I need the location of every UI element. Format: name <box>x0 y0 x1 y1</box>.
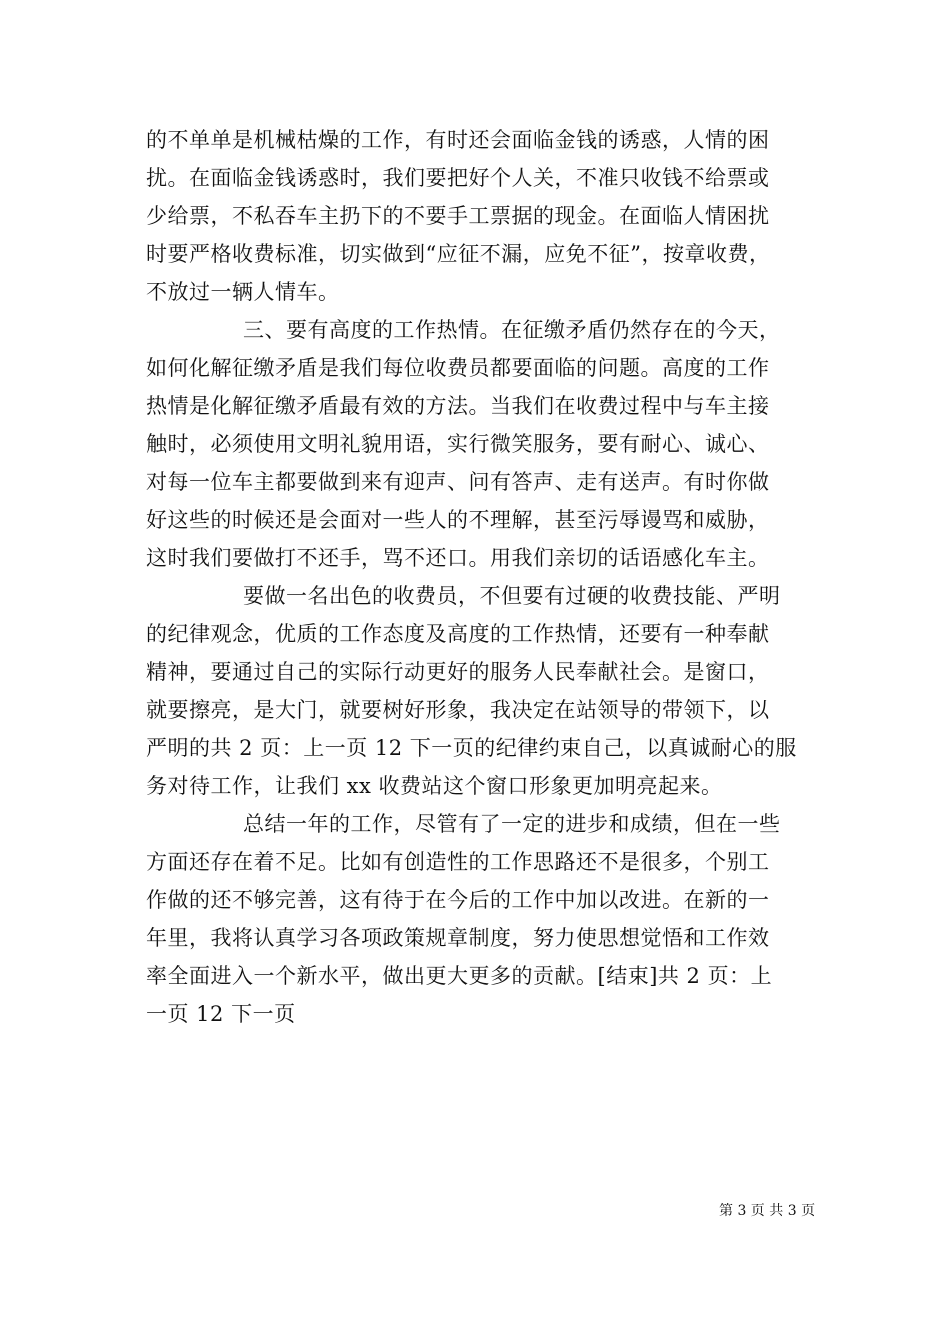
text-line: 扰。在面临金钱诱惑时，我们要把好个人关，不准只收钱不给票或 <box>146 166 770 190</box>
text-line: 好这些的时候还是会面对一些人的不理解，甚至污辱谩骂和威胁， <box>146 508 770 532</box>
text-line: 不放过一辆人情车。 <box>146 280 340 304</box>
text-line: 对每一位车主都要做到来有迎声、问有答声、走有送声。有时你做 <box>146 470 770 494</box>
text-line: 如何化解征缴矛盾是我们每位收费员都要面临的问题。高度的工作 <box>146 356 770 380</box>
text-line: 少给票，不私吞车主扔下的不要手工票据的现金。在面临人情困扰 <box>146 204 770 228</box>
text-line: 热情是化解征缴矛盾最有效的方法。当我们在收费过程中与车主接 <box>146 394 770 418</box>
text-line: 触时，必须使用文明礼貌用语，实行微笑服务，要有耐心、诚心、 <box>146 432 770 456</box>
text-line: 这时我们要做打不还手，骂不还口。用我们亲切的话语感化车主。 <box>146 546 770 570</box>
text-line: 一页 12 下一页 <box>146 1002 296 1026</box>
text-line: 年里，我将认真学习各项政策规章制度，努力使思想觉悟和工作效 <box>146 926 770 950</box>
text-line: 就要擦亮，是大门，就要树好形象，我决定在站领导的带领下，以 <box>146 698 770 722</box>
text-line: 方面还存在着不足。比如有创造性的工作思路还不是很多，个别工 <box>146 850 770 874</box>
page-number-footer: 第 3 页 共 3 页 <box>719 1203 816 1219</box>
text-line: 务对待工作，让我们 xx 收费站这个窗口形象更加明亮起来。 <box>146 774 723 798</box>
paragraph-start-line: 三、要有高度的工作热情。在征缴矛盾仍然存在的今天， <box>243 318 781 342</box>
text-line: 的纪律观念，优质的工作态度及高度的工作热情，还要有一种奉献 <box>146 622 770 646</box>
text-line: 率全面进入一个新水平，做出更大更多的贡献。[结束]共 2 页：上 <box>146 964 773 988</box>
paragraph-start-line: 总结一年的工作，尽管有了一定的进步和成绩，但在一些 <box>243 812 781 836</box>
text-line: 精神，要通过自己的实际行动更好的服务人民奉献社会。是窗口， <box>146 660 770 684</box>
text-line: 作做的还不够完善，这有待于在今后的工作中加以改进。在新的一 <box>146 888 770 912</box>
text-line: 的不单单是机械枯燥的工作，有时还会面临金钱的诱惑，人情的困 <box>146 128 770 152</box>
text-line: 时要严格收费标准，切实做到“应征不漏，应免不征”，按章收费， <box>146 242 771 266</box>
text-line: 严明的共 2 页：上一页 12 下一页的纪律约束自己，以真诚耐心的服 <box>146 736 797 760</box>
paragraph-start-line: 要做一名出色的收费员，不但要有过硬的收费技能、严明 <box>243 584 781 608</box>
